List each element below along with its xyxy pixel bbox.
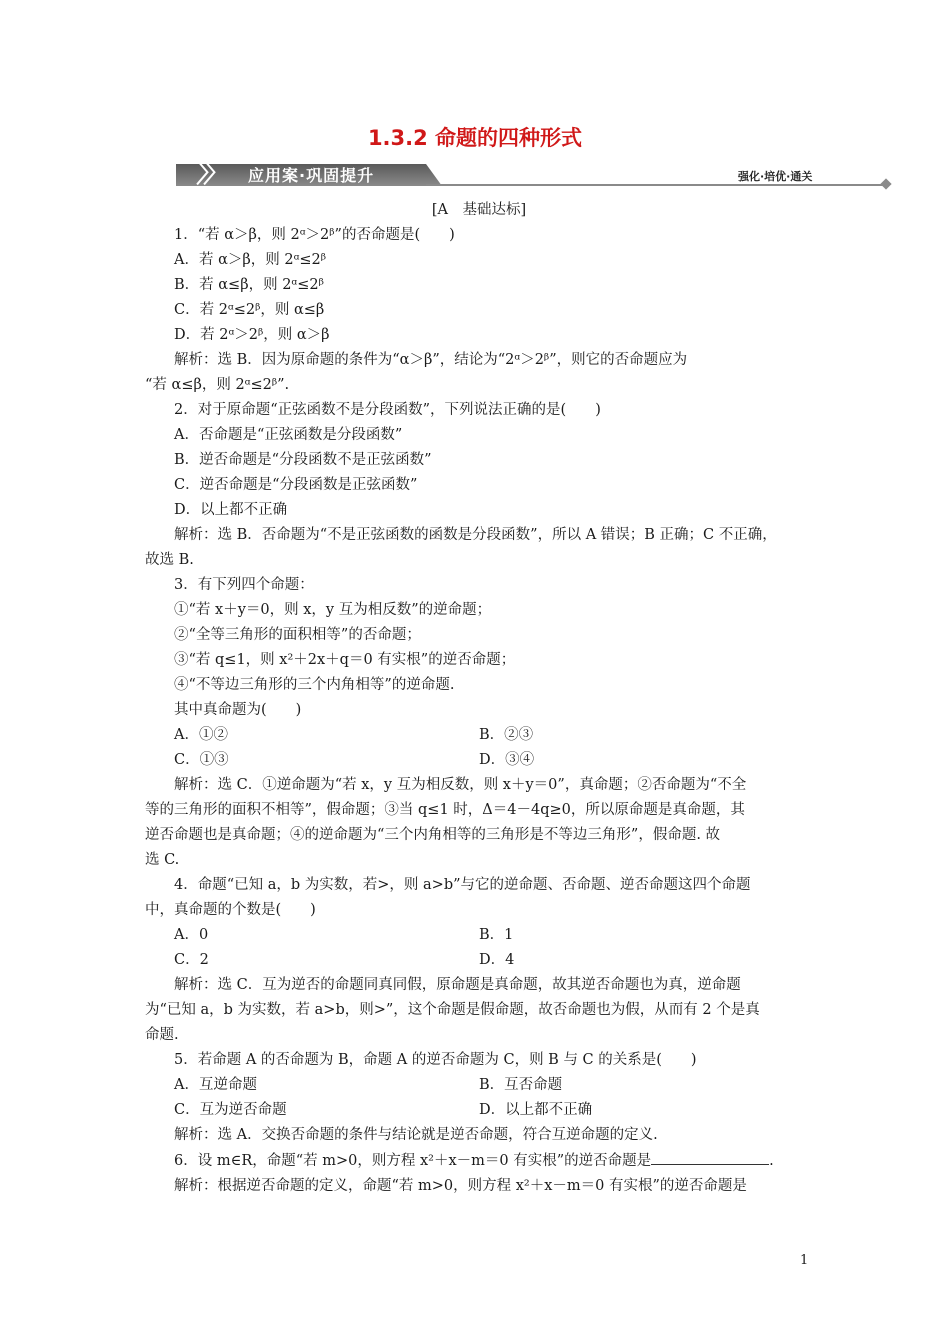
solution-line: 解析：选 B．否命题为“不是正弦函数的函数是分段函数”，所以 A 错误；B 正确；C 不正确， xyxy=(174,527,777,543)
options-row xyxy=(145,948,813,973)
solution-line: 命题. xyxy=(145,1027,179,1043)
solution-line: 为“已知 a，b 为实数，若 a>b，则>”，这个命题是假命题，故否命题也为假，从而有 2 个是真 xyxy=(145,1002,760,1018)
solution-line: 解析：选 C．互为逆否的命题同真同假，原命题是真命题，故其逆否命题也为真，逆命题 xyxy=(174,977,741,993)
option-d: D．若 2ᵅ＞2ᵝ，则 α＞β xyxy=(174,327,330,343)
statement-item: ①“若 x＋y＝0，则 x，y 互为相反数”的逆命题； xyxy=(174,602,492,618)
option-b: B．若 α≤β，则 2ᵅ≤2ᵝ xyxy=(174,277,324,293)
banner-divider xyxy=(426,184,886,186)
solution-line: 故选 B. xyxy=(145,552,194,568)
solution-line: 逆否命题也是真命题；④的逆命题为“三个内角相等的三角形是不等边三角形”，假命题. 故 xyxy=(145,827,721,843)
option-b: B．逆否命题是“分段函数不是正弦函数” xyxy=(174,452,432,468)
statement-item: ③“若 q≤1，则 x²＋2x＋q＝0 有实根”的逆否命题； xyxy=(174,652,516,668)
option-a: A．互逆命题 xyxy=(174,1077,257,1093)
solution-line: 解析：选 B．因为原命题的条件为“α＞β”，结论为“2ᵅ＞2ᵝ”，则它的否命题应为 xyxy=(174,352,688,368)
solution-line: 等的三角形的面积不相等”，假命题；③当 q≤1 时，Δ＝4－4q≥0，所以原命题是真命题，其 xyxy=(145,802,745,818)
options-row xyxy=(145,923,813,948)
option-a: A．否命题是“正弦函数是分段函数” xyxy=(174,427,403,443)
option-c: C．互为逆否命题 xyxy=(174,1102,287,1118)
option-d: D．以上都不正确 xyxy=(479,1102,593,1118)
question-stem: 2．对于原命题“正弦函数不是分段函数”，下列说法正确的是( ) xyxy=(174,402,601,418)
question-stem: 3．有下列四个命题： xyxy=(174,577,314,593)
question-stem: 1．“若 α＞β，则 2ᵅ＞2ᵝ”的否命题是( ) xyxy=(174,227,455,243)
solution-line: 解析：根据逆否命题的定义，命题“若 m>0，则方程 x²＋x－m＝0 有实根”的逆否命题是 xyxy=(174,1178,747,1194)
solution-line: 选 C. xyxy=(145,852,180,868)
stem-text: 6．设 m∈R，命题“若 m>0，则方程 x²＋x－m＝0 有实根”的逆否命题是 xyxy=(174,1153,652,1169)
question-5 xyxy=(145,1048,813,1148)
question-4 xyxy=(145,873,813,1048)
question-stem xyxy=(145,1148,813,1174)
section-heading: [A 基础达标] xyxy=(431,202,527,218)
page-title: 1.3.2 命题的四种形式 xyxy=(367,126,583,150)
statement-item: ②“全等三角形的面积相等”的否命题； xyxy=(174,627,421,643)
options-row xyxy=(145,1073,813,1098)
diamond-icon xyxy=(880,178,891,189)
banner-label: 应用案·巩固提升 xyxy=(248,166,375,185)
section-banner xyxy=(176,160,896,190)
option-a: A．0 xyxy=(174,927,209,943)
question-1 xyxy=(145,223,813,398)
option-b: B．②③ xyxy=(479,727,534,743)
question-6 xyxy=(145,1148,813,1199)
option-c: C．①③ xyxy=(174,752,229,768)
stem-end: . xyxy=(769,1153,774,1169)
chevron-right-icon: 〉〉 xyxy=(196,159,224,189)
option-d: D．以上都不正确 xyxy=(174,502,288,518)
option-b: B．互否命题 xyxy=(479,1077,563,1093)
option-a: A．①② xyxy=(174,727,228,743)
options-row xyxy=(145,723,813,748)
question-stem: 4．命题“已知 a，b 为实数，若>，则 a>b”与它的逆命题、否命题、逆否命题这四个命题 xyxy=(174,877,751,893)
exercise-content xyxy=(145,198,813,1199)
question-2 xyxy=(145,398,813,573)
question-stem: 中，真命题的个数是( ) xyxy=(145,902,316,918)
option-c: C．逆否命题是“分段函数是正弦函数” xyxy=(174,477,418,493)
option-c: C．2 xyxy=(174,952,209,968)
solution-line: 解析：选 A．交换否命题的条件与结论就是逆否命题，符合互逆命题的定义. xyxy=(174,1127,658,1143)
question-3 xyxy=(145,573,813,873)
options-row xyxy=(145,1098,813,1123)
question-stem: 5．若命题 A 的否命题为 B，命题 A 的逆否命题为 C，则 B 与 C 的关系是( ) xyxy=(174,1052,697,1068)
banner-tagline: 强化·培优·通关 xyxy=(738,170,813,183)
question-prompt: 其中真命题为( ) xyxy=(174,702,302,718)
statement-item: ④“不等边三角形的三个内角相等”的逆命题. xyxy=(174,677,455,693)
option-d: D．4 xyxy=(479,952,515,968)
solution-line: 解析：选 C．①逆命题为“若 x，y 互为相反数，则 x＋y＝0”，真命题；②否命题为“不全 xyxy=(174,777,747,793)
solution-line: “若 α≤β，则 2ᵅ≤2ᵝ”. xyxy=(145,377,290,393)
answer-blank xyxy=(651,1148,769,1165)
option-c: C．若 2ᵅ≤2ᵝ，则 α≤β xyxy=(174,302,325,318)
page-number: 1 xyxy=(800,1253,809,1268)
option-b: B．1 xyxy=(479,927,514,943)
options-row xyxy=(145,748,813,773)
option-d: D．③④ xyxy=(479,752,535,768)
option-a: A．若 α＞β，则 2ᵅ≤2ᵝ xyxy=(174,252,327,268)
